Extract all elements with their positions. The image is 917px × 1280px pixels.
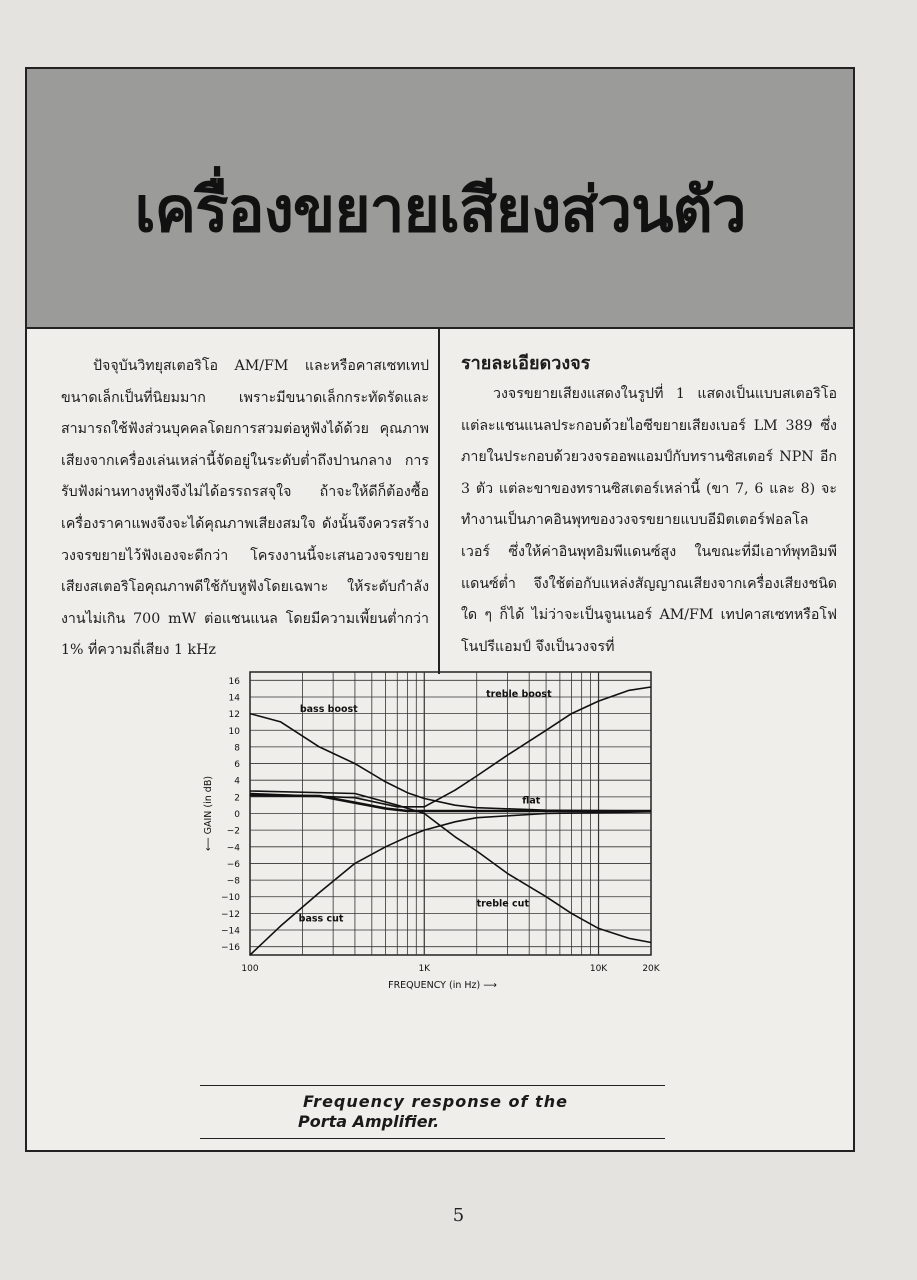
intro-text: ปัจจุบันวิทยุสเตอริโอ AM/FM และหรือคาสเซทเทปขนาดเล็กเป็นที่นิยมมาก เพราะมีขนาดเล็กกระทัดรัดและสามารถใช้ฟังส่วนบุคคลโดยการสวมต่อหูฟังได้ด้วย คุณภาพเสียงจากเครื่องเล่นเหล่านี้จัดอยู่ในระดับต่ำถึงปานกลาง การรับฟังผ่านทางหูฟังจึงไม่ได้อรรถรสจุใจ ถ้าจะให้ดีก็ต้องซื้อเครื่องราคาแพงจึงจะได้คุณภาพเสียงสมใจ ดังนั้นจึงควรสร้างวงจรขยายไว้ฟังเองจะดีกว่า โครงงานนี้จะเสนอวงจรขยายเสียงสเตอริโอคุณภาพดีใช้กับหูฟังโดยเฉพาะ ให้ระดับกำลังงานไม่เกิน 700 mW ต่อแชนแนล โดยมีความเพี้ยนต่ำกว่า 1% ที่ความถี่เสียง 1 kHz — [61, 358, 429, 659]
y-tick-label: −4 — [226, 843, 240, 854]
circuit-details-column — [461, 349, 837, 663]
page-number: 5 — [452, 1205, 465, 1226]
figure-caption — [273, 1092, 653, 1132]
intro-paragraph — [61, 351, 429, 667]
y-tick-label: −2 — [226, 826, 240, 837]
y-tick-label: 16 — [228, 676, 240, 687]
y-tick-label: 0 — [234, 810, 240, 820]
caption-line-1: Frequency response of the — [303, 1092, 568, 1111]
y-axis-label: ⟵ GAIN (in dB) — [203, 775, 214, 852]
y-tick-label: 8 — [234, 743, 240, 754]
annotation-treble-boost: treble boost — [486, 688, 552, 700]
frequency-response-chart — [185, 665, 660, 1005]
caption-line-2: Porta Amplifier. — [298, 1112, 440, 1131]
title-banner — [27, 69, 853, 329]
x-tick-label: 20K — [642, 964, 660, 974]
intro-column — [61, 351, 429, 667]
y-tick-label: −16 — [221, 943, 240, 954]
y-tick-label: −6 — [226, 859, 240, 870]
section-title: รายละเอียดวงจร — [461, 353, 591, 374]
y-tick-label: −14 — [221, 926, 240, 937]
page-title: เครื่องขยายเสียงส่วนตัว — [134, 173, 746, 246]
x-tick-label: 100 — [241, 964, 259, 974]
y-tick-label: 10 — [228, 726, 240, 737]
x-tick-label: 10K — [589, 964, 608, 974]
y-tick-label: 14 — [228, 693, 240, 704]
y-tick-label: 6 — [234, 760, 240, 771]
y-tick-label: −12 — [221, 909, 240, 920]
section-paragraph — [461, 379, 837, 663]
section-text: วงจรขยายเสียงแสดงในรูปที่ 1 แสดงเป็นแบบสเตอริโอ แต่ละแชนแนลประกอบด้วยไอซีขยายเสียงเบอร์ LM 389 ซึ่งภายในประกอบด้วยวงจรออพแอมป์กับทรานซิสเตอร์ NPN อีก 3 ตัว แต่ละขาของทรานซิสเตอร์เหล่านี้ (ขา 7, 6 และ 8) จะทำงานเป็นภาคอินพุทของวงจรขยายแบบอีมิตเตอร์ฟอลโลเวอร์ ซึ่งให้ค่าอินพุทอิมพีแดนซ์สูง ในขณะที่มีเอาท์พุทอิมพีแดนซ์ต่ำ จึงใช้ต่อกับแหล่งสัญญาณเสียงจากเครื่องเสียงชนิดใด ๆ ก็ได้ ไม่ว่าจะเป็นจูนเนอร์ AM/FM เทปคาสเซทหรือโฟโนปรีแอมป์ จึงเป็นวงจรที่ — [461, 386, 837, 655]
annotation-flat: flat — [522, 795, 541, 807]
column-divider — [438, 329, 440, 674]
y-tick-label: 2 — [234, 793, 240, 804]
caption-rule-bottom — [200, 1138, 665, 1139]
annotation-treble-cut: treble cut — [476, 898, 530, 910]
y-tick-label: 12 — [228, 710, 240, 721]
annotation-bass-boost: bass boost — [299, 703, 358, 715]
chart-svg — [185, 665, 660, 1005]
y-tick-label: −8 — [226, 876, 240, 887]
x-tick-label: 1K — [418, 964, 431, 974]
caption-rule-top — [200, 1085, 665, 1086]
x-axis-label: FREQUENCY (in Hz) ⟶ — [388, 980, 497, 991]
y-tick-label: −10 — [221, 893, 240, 904]
annotation-bass-cut: bass cut — [298, 913, 344, 925]
y-tick-label: 4 — [234, 776, 240, 787]
